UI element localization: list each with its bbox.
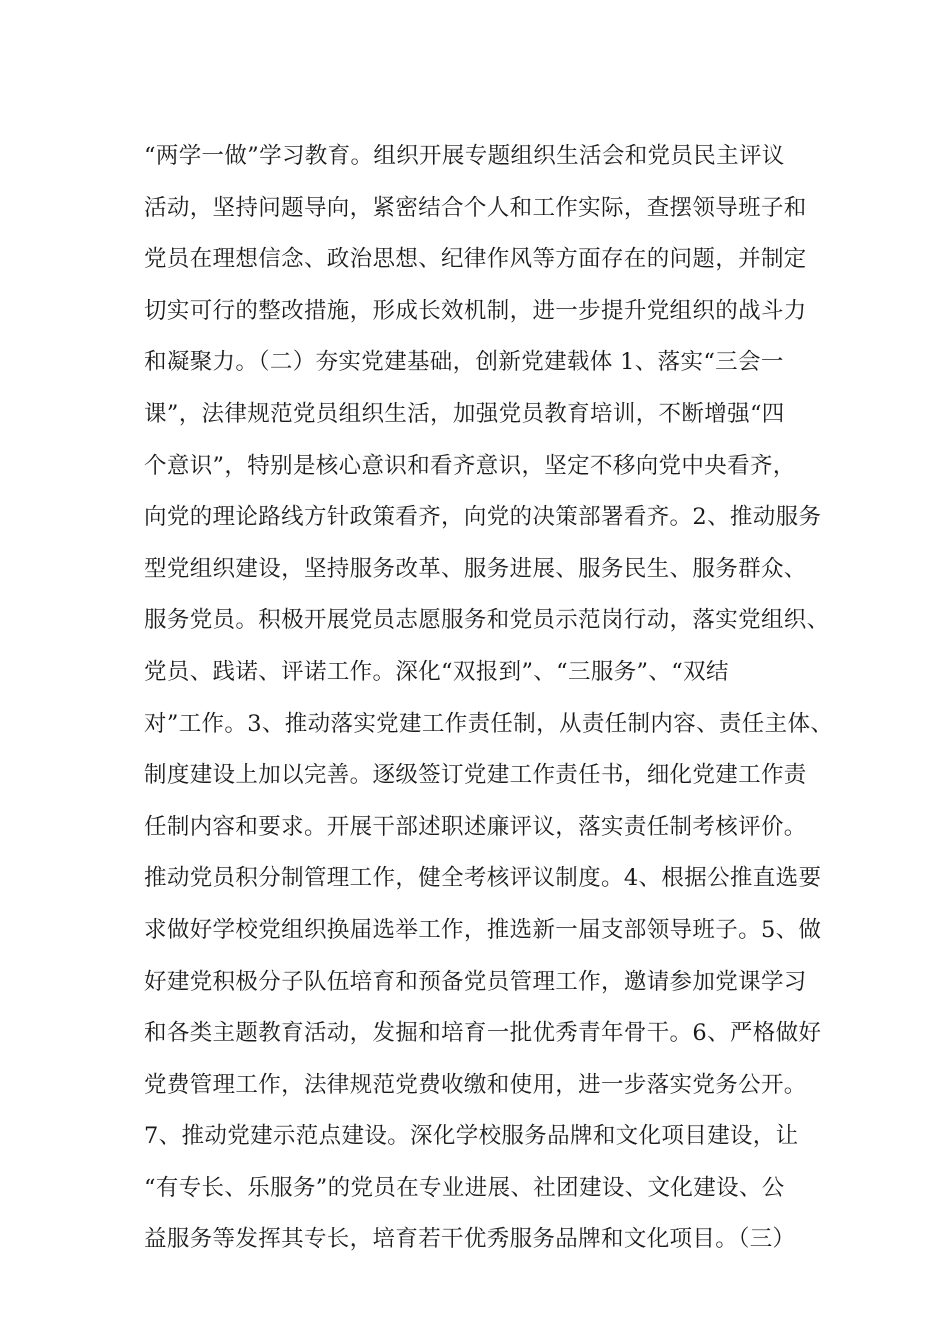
text-line: 党员在理想信念、政治思想、纪律作风等方面存在的问题，并制定 [144,246,807,273]
text-line: 党员、践诺、评诺工作。深化“双报到”、“三服务”、“双结 [144,658,729,685]
text-line: “两学一做”学习教育。组织开展专题组织生活会和党员民主评议 [144,143,785,169]
text-line: 推动党员积分制管理工作，健全考核评议制度。4、根据公推直选要 [144,865,822,892]
text-line: 切实可行的整改措施，形成长效机制，进一步提升党组织的战斗力 [144,297,807,324]
text-line: 课”，法律规范党员组织生活，加强党员教育培训，不断增强“四 [144,400,785,427]
body-text [144,131,834,1266]
text-line: 益服务等发挥其专长，培育若干优秀服务品牌和文化项目。（三） [144,1226,796,1253]
text-line: 好建党积极分子队伍培育和预备党员管理工作，邀请参加党课学习 [144,968,807,995]
text-line: 型党组织建设，坚持服务改革、服务进展、服务民生、服务群众、 [144,555,807,582]
text-line: 7、推动党建示范点建设。深化学校服务品牌和文化项目建设，让 [144,1123,799,1150]
text-line: 个意识”，特别是核心意识和看齐意识，坚定不移向党中央看齐， [144,452,796,479]
text-line: 活动，坚持问题导向，紧密结合个人和工作实际，查摆领导班子和 [144,194,807,221]
text-line: 对”工作。3、推动落实党建工作责任制，从责任制内容、责任主体、 [144,710,834,737]
text-line: 服务党员。积极开展党员志愿服务和党员示范岗行动，落实党组织、 [144,607,830,634]
text-line: 制度建设上加以完善。逐级签订党建工作责任书，细化党建工作责 [144,762,807,789]
text-line: 党费管理工作，法律规范党费收缴和使用，进一步落实党务公开。 [144,1071,807,1098]
text-line: 求做好学校党组织换届选举工作，推选新一届支部领导班子。5、做 [144,916,822,943]
text-line: 和各类主题教育活动，发掘和培育一批优秀青年骨干。6、严格做好 [144,1020,822,1047]
text-line: 和凝聚力。（二）夯实党建基础，创新党建载体 1、落实“三会一 [144,349,784,376]
text-line: “有专长、乐服务”的党员在专业进展、社团建设、文化建设、公 [144,1174,785,1201]
text-line: 任制内容和要求。开展干部述职述廉评议，落实责任制考核评价。 [144,813,807,840]
text-line: 向党的理论路线方针政策看齐，向党的决策部署看齐。2、推动服务 [144,504,822,531]
